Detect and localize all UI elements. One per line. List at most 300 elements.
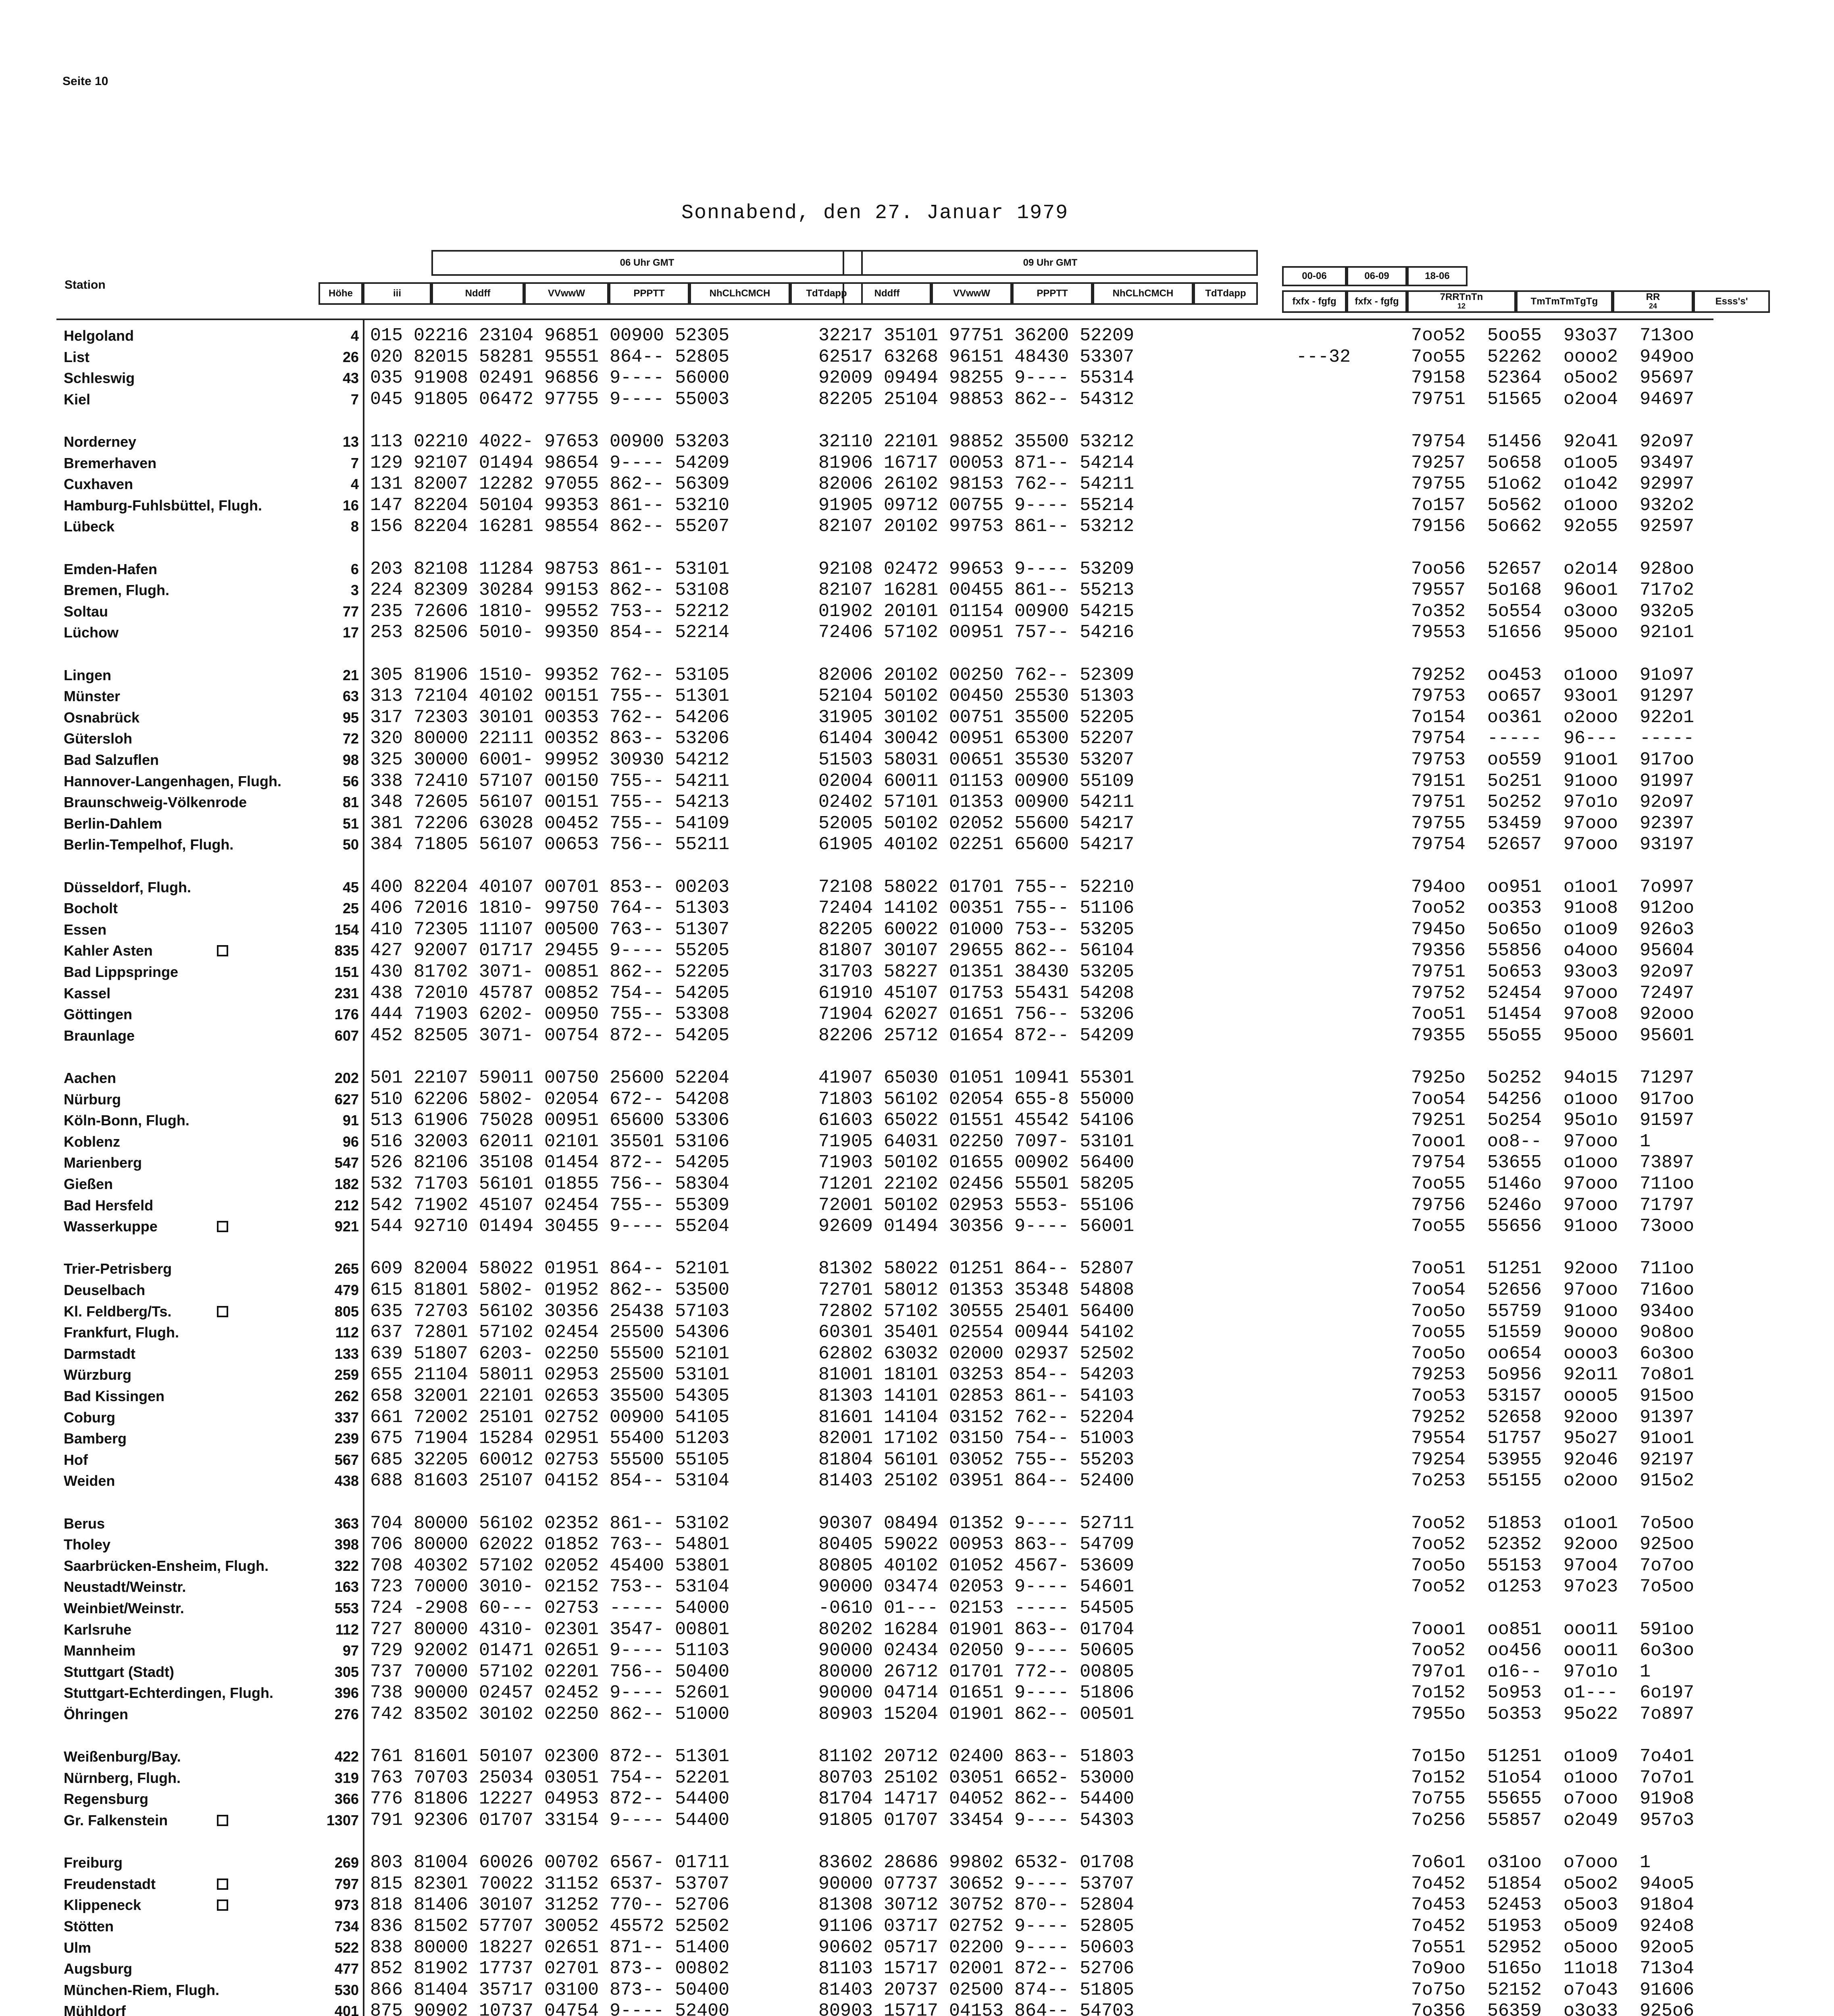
obs-09-utc: 80703 25102 03051 6652- 53000	[818, 1767, 1135, 1788]
station-name: Koblenz	[64, 1133, 120, 1150]
header-fx2: fxfx - fgfg	[1347, 290, 1407, 313]
extremes-precip: 7oo55 5146o 97ooo 711oo	[1411, 1174, 1695, 1194]
obs-09-utc: 52005 50102 02052 55600 54217	[818, 813, 1135, 834]
table-row	[0, 1133, 1834, 1151]
station-height: 396	[334, 1685, 359, 1702]
obs-06-utc: 675 71904 15284 02951 55400 51203	[370, 1428, 730, 1449]
station-name: Düsseldorf, Flugh.	[64, 879, 192, 896]
obs-09-utc: 02402 57101 01353 00900 54211	[818, 792, 1135, 813]
obs-09-utc: -0610 01--- 02153 ----- 54505	[818, 1598, 1135, 1618]
extremes-precip: 7oo52 5oo55 93o37 713oo	[1411, 325, 1695, 346]
header-06-col3: PPPTT	[609, 282, 689, 305]
extremes-precip: 7oo56 52657 o2o14 928oo	[1411, 558, 1695, 579]
table-row	[0, 921, 1834, 939]
obs-09-utc: 81102 20712 02400 863-- 51803	[818, 1746, 1135, 1767]
station-height: 973	[334, 1897, 359, 1914]
table-row	[0, 1514, 1834, 1533]
obs-06-utc: 661 72002 25101 02752 00900 54105	[370, 1407, 730, 1428]
extremes-precip: 79252 52658 92ooo 91397	[1411, 1407, 1695, 1428]
extremes-precip: 7o9oo 5165o 11o18 713o4	[1411, 1958, 1695, 1979]
station-height: 16	[342, 497, 359, 514]
station-height: 21	[342, 666, 359, 683]
obs-06-utc: 708 40302 57102 02052 45400 53801	[370, 1555, 730, 1576]
obs-06-utc: 729 92002 01471 02651 9---- 51103	[370, 1640, 730, 1661]
table-row	[0, 708, 1834, 727]
extremes-precip: 79754 ----- 96--- -----	[1411, 728, 1695, 749]
station-height: 176	[334, 1006, 359, 1023]
extremes-precip: 79751 5o653 93oo3 92o97	[1411, 962, 1695, 982]
extremes-precip: 7o452 51953 o5oo9 924o8	[1411, 1916, 1695, 1937]
obs-06-utc: 866 81404 35717 03100 873-- 50400	[370, 1979, 730, 2000]
table-row	[0, 1408, 1834, 1427]
station-name: Lingen	[64, 666, 111, 683]
obs-06-utc: 791 92306 01707 33154 9---- 54400	[370, 1810, 730, 1831]
table-row	[0, 1790, 1834, 1808]
table-row	[0, 1154, 1834, 1172]
table-row	[0, 1557, 1834, 1575]
obs-09-utc: 81308 30712 30752 870-- 52804	[818, 1895, 1135, 1916]
obs-06-utc: 738 90000 02457 02452 9---- 52601	[370, 1683, 730, 1704]
extremes-precip: 7oo55 51559 9oooo 9o8oo	[1411, 1322, 1695, 1343]
obs-09-utc: 71803 56102 02054 655-8 55000	[818, 1089, 1135, 1110]
obs-09-utc: 31703 58227 01351 38430 53205	[818, 962, 1135, 982]
extremes-precip: 79251 5o254 95o1o 91597	[1411, 1110, 1695, 1131]
table-row	[0, 369, 1834, 387]
station-name: Marienberg	[64, 1154, 142, 1171]
table-row	[0, 687, 1834, 706]
header-09-col4: NhCLhCMCH	[1093, 282, 1193, 305]
station-height: 322	[334, 1557, 359, 1574]
obs-09-utc: 71905 64031 02250 7097- 53101	[818, 1131, 1135, 1152]
header-rr-tn-sub: 12	[1457, 302, 1466, 310]
obs-09-utc: 71201 22102 02456 55501 58205	[818, 1174, 1135, 1194]
obs-06-utc: 609 82004 58022 01951 864-- 52101	[370, 1258, 730, 1279]
station-name: Essen	[64, 921, 107, 938]
table-row	[0, 1811, 1834, 1830]
obs-06-utc: 639 51807 6203- 02250 55500 52101	[370, 1343, 730, 1364]
obs-09-utc: 61603 65022 01551 45542 54106	[818, 1110, 1135, 1131]
station-name: Braunlage	[64, 1027, 135, 1044]
extremes-precip: 79356 55856 o4ooo 95604	[1411, 940, 1695, 961]
obs-09-utc: 61404 30042 00951 65300 52207	[818, 728, 1135, 749]
station-name: Göttingen	[64, 1006, 132, 1023]
table-row	[0, 729, 1834, 748]
station-name: Hamburg-Fuhlsbüttel, Flugh.	[64, 497, 262, 514]
table-row-spacer	[0, 1727, 1834, 1745]
table-row	[0, 517, 1834, 536]
obs-06-utc: 320 80000 22111 00352 863-- 53206	[370, 728, 730, 749]
extremes-precip: 7o152 51o54 o1ooo 7o7o1	[1411, 1767, 1695, 1788]
table-row	[0, 475, 1834, 494]
obs-06-utc: 706 80000 62022 01852 763-- 54801	[370, 1534, 730, 1555]
station-height: 734	[334, 1918, 359, 1935]
station-name: Saarbrücken-Ensheim, Flugh.	[64, 1557, 269, 1574]
station-height: 163	[334, 1579, 359, 1595]
extremes-precip: 7o755 55655 o7ooo 919o8	[1411, 1789, 1695, 1810]
header-period-00-06: 00-06	[1282, 266, 1347, 286]
table-row	[0, 1196, 1834, 1215]
station-name: Norderney	[64, 433, 137, 450]
station-height: 262	[334, 1388, 359, 1404]
station-height: 6	[350, 560, 359, 577]
station-height: 547	[334, 1154, 359, 1171]
header-period-06-09: 06-09	[1347, 266, 1407, 286]
obs-06-utc: 513 61906 75028 00951 65600 53306	[370, 1110, 730, 1131]
station-name: List	[64, 348, 90, 365]
obs-06-utc: 815 82301 70022 31152 6537- 53707	[370, 1873, 730, 1894]
obs-09-utc: 90000 02434 02050 9---- 50605	[818, 1640, 1135, 1661]
station-height: 154	[334, 921, 359, 938]
station-height: 4	[350, 476, 359, 493]
extremes-precip: 79751 51565 o2oo4 94697	[1411, 389, 1695, 410]
obs-06-utc: 635 72703 56102 30356 25438 57103	[370, 1301, 730, 1322]
extremes-precip: 79355 55o55 95ooo 95601	[1411, 1025, 1695, 1046]
station-height: 182	[334, 1176, 359, 1192]
station-name: Tholey	[64, 1536, 111, 1553]
station-height: 97	[342, 1642, 359, 1659]
obs-06-utc: 253 82506 5010- 99350 854-- 52214	[370, 622, 730, 643]
table-row	[0, 751, 1834, 769]
obs-09-utc: 62802 63032 02000 02937 52502	[818, 1343, 1135, 1364]
table-row	[0, 1069, 1834, 1087]
station-name: Gießen	[64, 1176, 113, 1192]
extremes-precip: 7945o 5o65o o1oo9 926o3	[1411, 919, 1695, 940]
station-height: 72	[342, 730, 359, 747]
table-row	[0, 793, 1834, 812]
table-row	[0, 835, 1834, 854]
table-row	[0, 772, 1834, 791]
obs-06-utc: 325 30000 6001- 99952 30930 54212	[370, 750, 730, 770]
obs-06-utc: 131 82007 12282 97055 862-- 56309	[370, 474, 730, 495]
station-height: 477	[334, 1960, 359, 1977]
obs-09-utc: 81807 30107 29655 862-- 56104	[818, 940, 1135, 961]
table-row	[0, 1599, 1834, 1618]
station-height: 7	[350, 454, 359, 471]
table-row	[0, 1578, 1834, 1596]
obs-09-utc: 92609 01494 30356 9---- 56001	[818, 1216, 1135, 1237]
extremes-precip: 7oo55 55656 91ooo 73ooo	[1411, 1216, 1695, 1237]
station-name: Aachen	[64, 1070, 117, 1086]
obs-06-utc: 020 82015 58281 95551 864-- 52805	[370, 346, 730, 367]
table-row	[0, 1175, 1834, 1193]
extremes-precip: 7oo52 51853 o1oo1 7o5oo	[1411, 1513, 1695, 1534]
station-height: 835	[334, 942, 359, 959]
header-06-col5: TdTdapp	[790, 282, 863, 305]
station-name: Lüchow	[64, 624, 119, 641]
obs-06-utc: 113 02210 4022- 97653 00900 53203	[370, 431, 730, 452]
station-name: Bamberg	[64, 1430, 127, 1447]
extremes-precip: 7925o 5o252 94o15 71297	[1411, 1068, 1695, 1088]
station-height: 805	[334, 1303, 359, 1320]
obs-06-utc: 338 72410 57107 00150 755-- 54211	[370, 771, 730, 791]
table-row	[0, 1217, 1834, 1236]
obs-09-utc: 81704 14717 04052 862-- 54400	[818, 1789, 1135, 1810]
table-row	[0, 1090, 1834, 1109]
obs-06-utc: 129 92107 01494 98654 9---- 54209	[370, 452, 730, 473]
table-row	[0, 1705, 1834, 1724]
header-09-col2: VVwwW	[931, 282, 1012, 305]
extremes-precip: 79553 51656 95ooo 921o1	[1411, 622, 1695, 643]
obs-06-utc: 400 82204 40107 00701 853-- 00203	[370, 877, 730, 898]
obs-06-utc: 655 21104 58011 02953 25500 53101	[370, 1364, 730, 1385]
extremes-precip: 7o256 55857 o2o49 957o3	[1411, 1810, 1695, 1831]
obs-09-utc: 90000 07737 30652 9---- 53707	[818, 1873, 1135, 1894]
obs-06-utc: 427 92007 01717 29455 9---- 55205	[370, 940, 730, 961]
station-name: Bremerhaven	[64, 454, 157, 471]
obs-09-utc: 82006 20102 00250 762-- 52309	[818, 664, 1135, 685]
station-name: Karlsruhe	[64, 1621, 132, 1638]
extremes-precip: 7o453 52453 o5oo3 918o4	[1411, 1895, 1695, 1916]
obs-06-utc: 510 62206 5802- 02054 672-- 54208	[370, 1089, 730, 1110]
table-row	[0, 581, 1834, 600]
extremes-precip: 79753 oo559 91oo1 917oo	[1411, 750, 1695, 770]
station-name: Braunschweig-Völkenrode	[64, 794, 247, 811]
obs-06-utc: 818 81406 30107 31252 770-- 52706	[370, 1895, 730, 1916]
obs-06-utc: 704 80000 56102 02352 861-- 53102	[370, 1513, 730, 1534]
obs-06-utc: 803 81004 60026 00702 6567- 01711	[370, 1852, 730, 1873]
station-name: Weinbiet/Weinstr.	[64, 1600, 184, 1616]
table-row	[0, 1854, 1834, 1872]
station-height: 567	[334, 1451, 359, 1468]
extremes-precip: 7o253 55155 o2ooo 915o2	[1411, 1470, 1695, 1491]
station-height: 553	[334, 1600, 359, 1616]
obs-06-utc: 313 72104 40102 00151 755-- 51301	[370, 686, 730, 707]
table-row	[0, 1345, 1834, 1363]
station-height: 112	[335, 1621, 359, 1638]
table-row	[0, 1260, 1834, 1278]
station-name: Bremen, Flugh.	[64, 582, 170, 599]
station-height: 337	[334, 1409, 359, 1426]
obs-09-utc: 80903 15717 04153 864-- 54703	[818, 2001, 1135, 2016]
header-iii: iii	[363, 282, 431, 305]
table-row	[0, 1281, 1834, 1300]
table-row	[0, 1472, 1834, 1490]
obs-09-utc: 02004 60011 01153 00900 55109	[818, 771, 1135, 791]
obs-06-utc: 875 90902 10737 04754 9---- 52400	[370, 2001, 730, 2016]
obs-06-utc: 381 72206 63028 00452 755-- 54109	[370, 813, 730, 834]
obs-09-utc: 72404 14102 00351 755-- 51106	[818, 898, 1135, 919]
table-row	[0, 1641, 1834, 1660]
obs-06-utc: 384 71805 56107 00653 756-- 55211	[370, 834, 730, 855]
station-name: Osnabrück	[64, 709, 140, 726]
station-name: Coburg	[64, 1409, 115, 1426]
station-height: 98	[342, 752, 359, 768]
table-row	[0, 1981, 1834, 1999]
obs-09-utc: 81906 16717 00053 871-- 54214	[818, 452, 1135, 473]
station-name: Regensburg	[64, 1791, 149, 1808]
extremes-precip: 79755 53459 97ooo 92397	[1411, 813, 1695, 834]
obs-06-utc: 235 72606 1810- 99552 753-- 52212	[370, 601, 730, 622]
obs-09-utc: 82006 26102 98153 762-- 54211	[818, 474, 1135, 495]
station-height: 3	[350, 582, 359, 599]
extremes-precip: 7o154 oo361 o2ooo 922o1	[1411, 707, 1695, 728]
station-name: Hannover-Langenhagen, Flugh.	[64, 773, 282, 789]
extremes-precip: 79754 53655 o1ooo 73897	[1411, 1152, 1695, 1173]
obs-09-utc: 82205 25104 98853 862-- 54312	[818, 389, 1135, 410]
header-09-group: 09 Uhr GMT	[843, 250, 1258, 276]
obs-06-utc: 723 70000 3010- 02152 753-- 53104	[370, 1577, 730, 1597]
extremes-precip: 79753 oo657 93oo1 91297	[1411, 686, 1695, 707]
extremes-precip: 7o551 52952 o5ooo 92oo5	[1411, 1937, 1695, 1958]
table-row-spacer	[0, 645, 1834, 663]
station-name: Ulm	[64, 1939, 92, 1956]
obs-06-utc: 410 72305 11107 00500 763-- 51307	[370, 919, 730, 940]
table-row	[0, 814, 1834, 833]
obs-09-utc: 32217 35101 97751 36200 52209	[818, 325, 1135, 346]
table-row	[0, 1769, 1834, 1787]
table-row	[0, 1005, 1834, 1024]
obs-09-utc: 81303 14101 02853 861-- 54103	[818, 1386, 1135, 1406]
square-icon	[217, 1815, 228, 1826]
table-row-spacer	[0, 539, 1834, 557]
table-row	[0, 1917, 1834, 1936]
obs-09-utc: 81403 20737 02500 874-- 51805	[818, 1979, 1135, 2000]
obs-09-utc: 90602 05717 02200 9---- 50603	[818, 1937, 1135, 1958]
table-row	[0, 1429, 1834, 1448]
obs-09-utc: 82205 60022 01000 753-- 53205	[818, 919, 1135, 940]
station-height: 797	[334, 1875, 359, 1892]
extremes-precip: 79554 51757 95o27 91oo1	[1411, 1428, 1695, 1449]
table-row	[0, 602, 1834, 621]
station-height: 363	[334, 1515, 359, 1532]
obs-09-utc: 72406 57102 00951 757-- 54216	[818, 622, 1135, 643]
station-name: Berlin-Dahlem	[64, 815, 162, 832]
obs-09-utc: 83602 28686 99802 6532- 01708	[818, 1852, 1135, 1873]
extremes-precip: 7oo51 51454 97oo8 92ooo	[1411, 1004, 1695, 1025]
station-name: Darmstadt	[64, 1345, 136, 1362]
station-name: Kiel	[64, 391, 91, 408]
station-height: 13	[342, 433, 359, 450]
station-name: Cuxhaven	[64, 476, 133, 493]
station-height: 305	[334, 1663, 359, 1680]
station-height: 401	[334, 2003, 359, 2016]
station-height: 43	[342, 370, 359, 387]
obs-09-utc: 92009 09494 98255 9---- 55314	[818, 368, 1135, 389]
obs-09-utc: 91805 01707 33454 9---- 54303	[818, 1810, 1135, 1831]
obs-09-utc: 60301 35401 02554 00944 54102	[818, 1322, 1135, 1343]
obs-09-utc: 52104 50102 00450 25530 51303	[818, 686, 1135, 707]
obs-09-utc: 61905 40102 02251 65600 54217	[818, 834, 1135, 855]
station-name: Schleswig	[64, 370, 135, 387]
obs-09-utc: 72802 57102 30555 25401 56400	[818, 1301, 1135, 1322]
obs-09-utc: 80805 40102 01052 4567- 53609	[818, 1555, 1135, 1576]
table-row	[0, 1960, 1834, 1978]
station-height: 96	[342, 1133, 359, 1150]
obs-06-utc: 147 82204 50104 99353 861-- 53210	[370, 495, 730, 516]
obs-09-utc: 72701 58012 01353 35348 54808	[818, 1280, 1135, 1300]
obs-09-utc: 90000 03474 02053 9---- 54601	[818, 1577, 1135, 1597]
station-height: 25	[342, 900, 359, 917]
station-name: Freiburg	[64, 1854, 123, 1871]
gust-values: ---32	[1296, 346, 1351, 367]
extremes-precip: 7ooo1 oo8-- 97ooo 1	[1411, 1131, 1651, 1152]
obs-06-utc: 452 82505 3071- 00754 872-- 54205	[370, 1025, 730, 1046]
table-row	[0, 1027, 1834, 1045]
station-name: Hof	[64, 1451, 88, 1468]
extremes-precip: 794oo oo951 o1oo1 7o997	[1411, 877, 1695, 898]
station-name: Gütersloh	[64, 730, 133, 747]
obs-06-utc: 776 81806 12227 04953 872-- 54400	[370, 1789, 730, 1810]
obs-06-utc: 763 70703 25034 03051 754-- 52201	[370, 1767, 730, 1788]
station-name: Bad Salzuflen	[64, 752, 159, 768]
table-row	[0, 1875, 1834, 1893]
table-row-spacer	[0, 1048, 1834, 1066]
table-row	[0, 327, 1834, 345]
header-09-col1: Nddff	[843, 282, 931, 305]
header-tm: TmTmTmTgTg	[1516, 290, 1613, 313]
table-row	[0, 878, 1834, 897]
obs-06-utc: 501 22107 59011 00750 25600 52204	[370, 1068, 730, 1088]
table-row-spacer	[0, 1239, 1834, 1257]
header-06-col2: VVwwW	[524, 282, 609, 305]
table-row	[0, 666, 1834, 685]
obs-06-utc: 438 72010 45787 00852 754-- 54205	[370, 983, 730, 1004]
obs-06-utc: 444 71903 6202- 00950 755-- 53308	[370, 1004, 730, 1025]
obs-09-utc: 81601 14104 03152 762-- 52204	[818, 1407, 1135, 1428]
obs-06-utc: 685 32205 60012 02753 55500 55105	[370, 1449, 730, 1470]
obs-09-utc: 82107 16281 00455 861-- 55213	[818, 580, 1135, 601]
extremes-precip: 7o6o1 o31oo o7ooo 1	[1411, 1852, 1651, 1873]
obs-06-utc: 430 81702 3071- 00851 862-- 52205	[370, 962, 730, 982]
extremes-precip: 79754 52657 97ooo 93197	[1411, 834, 1695, 855]
table-row	[0, 2002, 1834, 2016]
table-row-spacer	[0, 411, 1834, 430]
header-bottom-rule	[56, 319, 1713, 320]
station-name: Mühldorf	[64, 2003, 126, 2016]
station-height: 81	[342, 794, 359, 811]
obs-06-utc: 317 72303 30101 00353 762-- 54206	[370, 707, 730, 728]
extremes-precip: 79557 5o168 96oo1 717o2	[1411, 580, 1695, 601]
station-name: Mannheim	[64, 1642, 136, 1659]
obs-09-utc: 62517 63268 96151 48430 53307	[818, 346, 1135, 367]
obs-09-utc: 81403 25102 03951 864-- 52400	[818, 1470, 1135, 1491]
station-height: 17	[342, 624, 359, 641]
table-row	[0, 1896, 1834, 1914]
station-name: Würzburg	[64, 1366, 131, 1383]
extremes-precip: 7o352 5o554 o3ooo 932o5	[1411, 601, 1695, 622]
extremes-precip: 7oo53 53157 oooo5 915oo	[1411, 1386, 1695, 1406]
extremes-precip: 79751 5o252 97o1o 92o97	[1411, 792, 1695, 813]
header-rr-tn-label: 7RRTnTn	[1440, 292, 1483, 302]
obs-09-utc: 80405 59022 00953 863-- 54709	[818, 1534, 1135, 1555]
table-row	[0, 1451, 1834, 1469]
obs-06-utc: 544 92710 01494 30455 9---- 55204	[370, 1216, 730, 1237]
header-rr24	[1613, 290, 1693, 313]
obs-09-utc: 32110 22101 98852 35500 53212	[818, 431, 1135, 452]
header-period-18-06: 18-06	[1407, 266, 1468, 286]
table-row	[0, 963, 1834, 981]
station-name: Stuttgart-Echterdingen, Flugh.	[64, 1685, 273, 1702]
obs-06-utc: 348 72605 56107 00151 755-- 54213	[370, 792, 730, 813]
extremes-precip: 79151 5o251 91ooo 91997	[1411, 771, 1695, 791]
table-row	[0, 433, 1834, 451]
obs-09-utc: 90000 04714 01651 9---- 51806	[818, 1683, 1135, 1704]
obs-06-utc: 737 70000 57102 02201 756-- 50400	[370, 1661, 730, 1682]
obs-09-utc: 90307 08494 01352 9---- 52711	[818, 1513, 1135, 1534]
extremes-precip: 7oo52 o1253 97o23 7o5oo	[1411, 1577, 1695, 1597]
table-row	[0, 1939, 1834, 1957]
extremes-precip: 7oo54 54256 o1ooo 917oo	[1411, 1089, 1695, 1110]
extremes-precip: 79156 5o662 92o55 92597	[1411, 516, 1695, 537]
table-row	[0, 941, 1834, 960]
extremes-precip: 7ooo1 oo851 ooo11 591oo	[1411, 1619, 1695, 1640]
obs-09-utc: 81103 15717 02001 872-- 52706	[818, 1958, 1135, 1979]
station-height: 627	[334, 1091, 359, 1108]
station-height: 4	[350, 327, 359, 344]
station-height: 276	[334, 1706, 359, 1722]
obs-06-utc: 688 81603 25107 04152 854-- 53104	[370, 1470, 730, 1491]
station-name: Gr. Falkenstein	[64, 1812, 168, 1829]
